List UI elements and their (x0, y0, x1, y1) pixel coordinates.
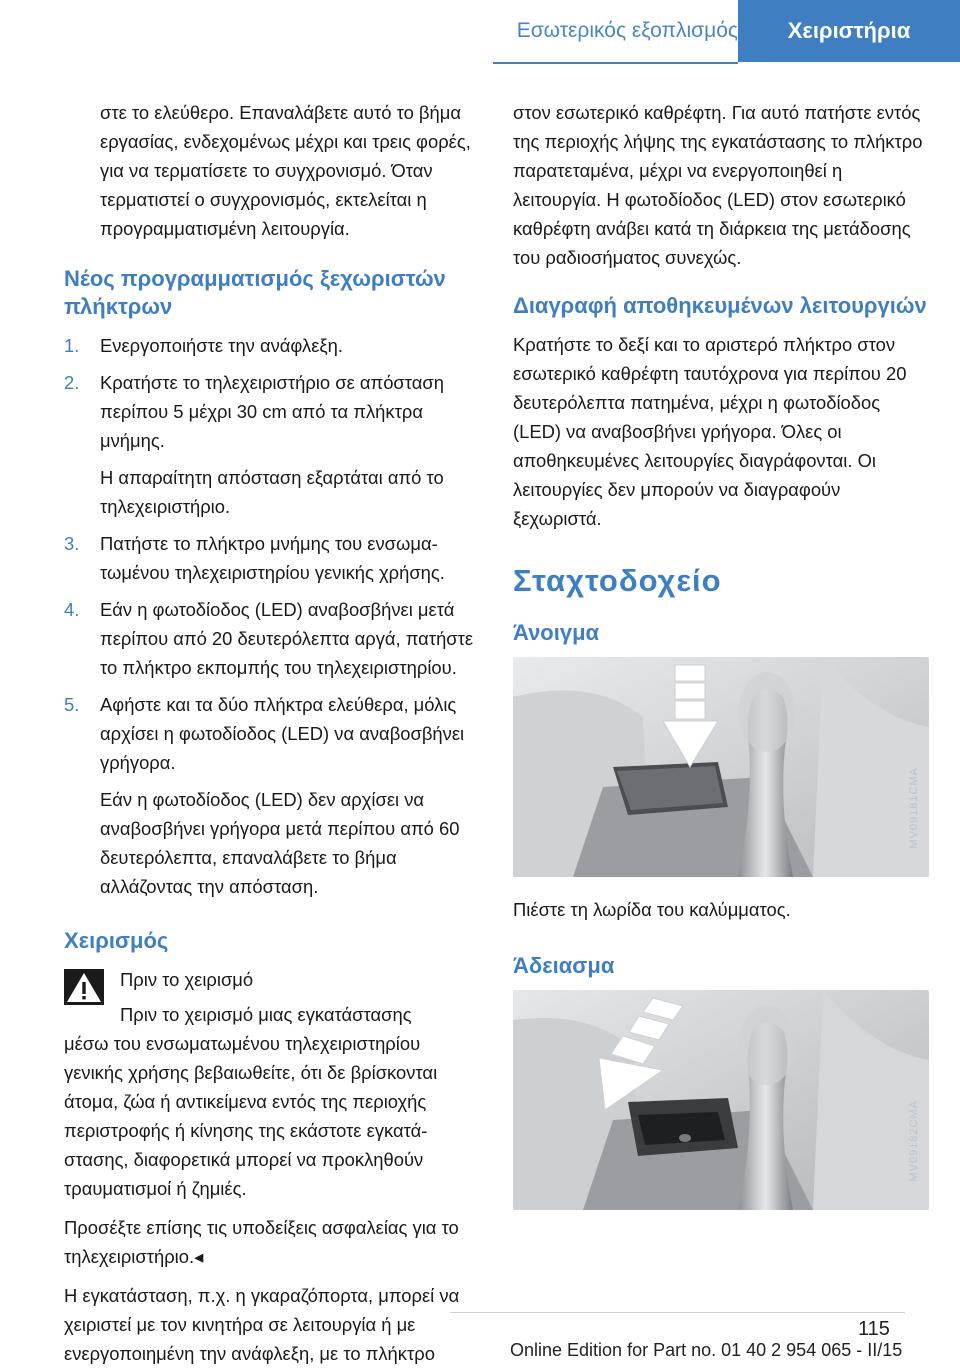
photo-code-label: MV09181CMA (908, 767, 920, 849)
header-divider (493, 62, 738, 64)
page-number: 115 (858, 1318, 890, 1340)
operation-paragraph: Η εγκατάσταση, π.χ. η γκαραζόπορτα, μπορεί να χειριστεί με τον κινητήρα σε λειτουργία ή με ενεργοποιημένη την ανάφλεξη, με το πλήκτρο (64, 1285, 460, 1364)
heading-opening: Άνοιγμα (513, 620, 600, 645)
photo-code-label: MV09182CMA (908, 1100, 920, 1182)
intro-paragraph: στε το ελεύθερο. Επαναλάβετε αυτό το βήμα εργασίας, ενδεχομένως μέχρι και τρεις φορές, για να τερματίσετε το συγχρονισμό. Όταν τερματιστεί ο συγχρονισμός, εκτελείται η προγραμματισμένη λειτουργία. (100, 102, 471, 239)
step-item (64, 368, 480, 521)
ashtray-open-illustration (513, 657, 929, 877)
safety-note: Προσέξτε επίσης τις υποδείξεις ασφαλείας για το τηλεχειριστήριο.◂ (64, 1217, 459, 1267)
step-item (64, 595, 480, 682)
step-note: Εάν η φωτοδίοδος (LED) δεν αρχίσει να αναβοσβήνει γρήγορα μετά περίπου από 60 δευτερόλεπτα, επαναλάβετε το βήμα αλλάζοντας την απόσταση. (100, 789, 460, 897)
step-item (64, 331, 480, 360)
page-header (0, 0, 960, 62)
step-item (64, 690, 480, 901)
open-caption: Πιέστε τη λωρίδα του καλύμματος. (513, 899, 791, 920)
step-number: 3. (64, 533, 80, 554)
warning-block (64, 965, 480, 1203)
warning-text: μέσω του ενσωματωμένου τηλεχειριστηρίου γενικής χρήσης βεβαιωθείτε, ότι δε βρίσκονται άτομα, ζώα ή αντικείμενα εντός της περιοχής περιστροφής ή κίνησης της εκάστοτε εγκατάστασης, διαφορετικά μπορεί να προκληθούν τραυματισμοί ή ζημιές. (64, 1033, 438, 1199)
step-number: 2. (64, 372, 80, 393)
step-number: 1. (64, 335, 80, 356)
warning-title: Πριν το χειρισμό (120, 969, 254, 990)
header-section-title: Εσωτερικός εξοπλισμός (516, 19, 738, 42)
photo-ashtray-empty (513, 990, 929, 1210)
warning-triangle-icon (64, 969, 104, 1005)
delete-paragraph: Κρατήστε το δεξί και το αριστερό πλήκτρο στον εσωτερικό καθρέφτη ταυτόχρονα για περίπου 20 δευτερόλεπτα πατημένα, μέχρι η φωτοδίοδος (LED) να αναβοσβήνει γρήγορα. Όλες οι αποθηκευμένες λειτουργίες διαγράφονται. Οι λειτουργίες δεν μπορούν να διαγραφούν ξεχωριστά. (513, 334, 907, 529)
heading-new-programming: Νέος προγραμματισμός ξεχωριστών πλήκτρων (64, 266, 446, 319)
heading-emptying: Άδειασμα (513, 953, 615, 978)
step-text: Πατήστε το πλήκτρο μνήμης του ενσωματωμένου τηλεχειριστηρίου γενικής χρήσης. (100, 533, 445, 583)
header-chapter-tab: Χειριστήρια (738, 0, 960, 62)
continuation-paragraph: στον εσωτερικό καθρέφτη. Για αυτό πατήστε εντός της περιοχής λήψης της εγκατάστασης το πλήκτρο παρατεταμένα, μέχρι να ενεργοποιηθεί η λειτουργία. Η φωτοδίοδος (LED) στον εσωτερικό καθρέφτη ανάβει κατά τη διάρκεια της μετάδοσης του ραδιοσήματος συνεχώς. (513, 102, 923, 268)
step-text: Κρατήστε το τηλεχειριστήριο σε απόσταση περίπου 5 μέχρι 30 cm από τα πλήκτρα μνήμης. (100, 372, 444, 451)
programming-steps (64, 331, 480, 901)
left-column (64, 98, 480, 1368)
footer-edition: Online Edition for Part no. 01 40 2 954 065 - II/15 (510, 1340, 903, 1360)
footer-divider (450, 1312, 905, 1313)
heading-operation: Χειρισμός (64, 928, 169, 953)
warning-lead: Πριν το χειρισμό μιας εγκατάστασης (120, 1004, 412, 1025)
heading-ashtray: Σταχτοδοχείο (513, 563, 722, 598)
heading-delete-functions: Διαγραφή αποθηκευμένων λειτουργιών (513, 293, 927, 318)
step-number: 4. (64, 599, 80, 620)
ashtray-empty-illustration (513, 990, 929, 1210)
step-text: Εάν η φωτοδίοδος (LED) αναβοσβήνει μετά περίπου από 20 δευτερόλεπτα αργά, πατήστε το πλήκτρο εκπομπής του τηλεχειριστηρίου. (100, 599, 474, 678)
step-note: Η απαραίτητη απόσταση εξαρτάται από το τηλεχειριστήριο. (100, 467, 444, 517)
step-number: 5. (64, 694, 80, 715)
step-text: Ενεργοποιήστε την ανάφλεξη. (100, 335, 343, 356)
step-text: Αφήστε και τα δύο πλήκτρα ελεύθερα, μόλις αρχίσει η φωτοδίοδος (LED) να αναβοσβήνει γρήγορα. (100, 694, 465, 773)
step-item (64, 529, 480, 587)
right-column (513, 98, 929, 1228)
photo-ashtray-open (513, 657, 929, 877)
